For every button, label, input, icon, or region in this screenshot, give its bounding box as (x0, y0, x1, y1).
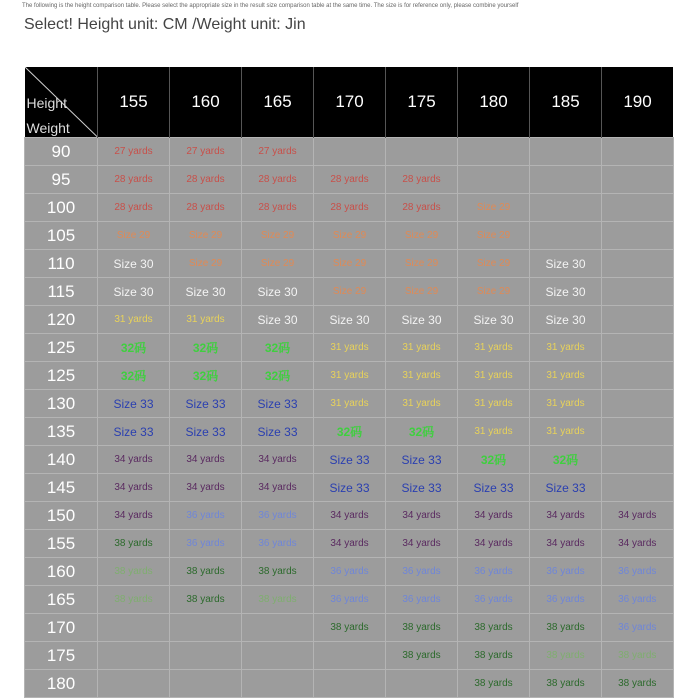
size-cell: Size 29 (170, 222, 242, 250)
corner-weight-label: Weight (26, 120, 70, 136)
size-cell: Size 29 (458, 250, 530, 278)
size-cell: 36 yards (386, 558, 458, 586)
table-row (25, 194, 674, 222)
size-cell: 27 yards (170, 138, 242, 166)
size-cell: 36 yards (314, 586, 386, 614)
table-row (25, 222, 674, 250)
table-row (25, 446, 674, 474)
size-cell: 31 yards (458, 390, 530, 418)
size-cell: 32码 (314, 418, 386, 446)
reference-note: The following is the height comparison table. Please select the appropriate size in the result size comparison table at the same time. The size is for reference only, please combine yourself (22, 3, 519, 9)
size-cell: 36 yards (170, 502, 242, 530)
size-cell (602, 334, 674, 362)
size-cell: 36 yards (602, 614, 674, 642)
size-cell: 31 yards (314, 362, 386, 390)
table-row (25, 558, 674, 586)
size-cell (314, 138, 386, 166)
size-cell: 32码 (170, 334, 242, 362)
size-cell: 36 yards (458, 586, 530, 614)
size-cell: 31 yards (458, 418, 530, 446)
size-cell (98, 670, 170, 698)
table-row (25, 670, 674, 698)
size-cell: 28 yards (386, 194, 458, 222)
size-cell: Size 33 (458, 474, 530, 502)
size-cell: Size 29 (458, 194, 530, 222)
size-cell: Size 29 (242, 250, 314, 278)
size-cell: 36 yards (170, 530, 242, 558)
size-cell: 38 yards (98, 530, 170, 558)
size-cell (98, 642, 170, 670)
size-cell (530, 138, 602, 166)
height-header-185: 185 (530, 67, 602, 138)
size-cell: Size 33 (170, 418, 242, 446)
size-cell: 31 yards (314, 390, 386, 418)
size-cell (530, 222, 602, 250)
table-row (25, 642, 674, 670)
size-cell (314, 670, 386, 698)
height-header-175: 175 (386, 67, 458, 138)
size-cell: Size 29 (242, 222, 314, 250)
table-row (25, 586, 674, 614)
size-cell: 34 yards (170, 446, 242, 474)
size-cell: 32码 (530, 446, 602, 474)
size-cell: 31 yards (530, 334, 602, 362)
table-row (25, 166, 674, 194)
weight-cell: 125 (25, 334, 98, 362)
size-cell: Size 30 (98, 278, 170, 306)
size-cell (602, 418, 674, 446)
size-cell: 38 yards (602, 642, 674, 670)
size-cell: 31 yards (386, 390, 458, 418)
height-header-160: 160 (170, 67, 242, 138)
size-cell: 38 yards (314, 614, 386, 642)
table-row (25, 362, 674, 390)
size-cell: Size 30 (386, 306, 458, 334)
size-cell: Size 30 (242, 306, 314, 334)
size-cell: 34 yards (602, 530, 674, 558)
height-header-180: 180 (458, 67, 530, 138)
size-cell: Size 29 (386, 278, 458, 306)
size-cell: 38 yards (386, 614, 458, 642)
size-cell: 36 yards (458, 558, 530, 586)
size-cell (602, 194, 674, 222)
size-cell: 36 yards (314, 558, 386, 586)
size-cell: 28 yards (98, 194, 170, 222)
table-row (25, 418, 674, 446)
size-cell: 31 yards (530, 362, 602, 390)
size-cell: Size 29 (458, 278, 530, 306)
size-cell: 28 yards (170, 194, 242, 222)
size-cell: 34 yards (386, 502, 458, 530)
size-cell: 32码 (386, 418, 458, 446)
weight-cell: 140 (25, 446, 98, 474)
size-cell: Size 30 (98, 250, 170, 278)
size-cell: 38 yards (458, 670, 530, 698)
size-cell (602, 390, 674, 418)
size-cell (602, 306, 674, 334)
weight-cell: 170 (25, 614, 98, 642)
size-cell (170, 614, 242, 642)
size-cell: Size 29 (314, 222, 386, 250)
weight-cell: 125 (25, 362, 98, 390)
height-header-155: 155 (98, 67, 170, 138)
weight-cell: 105 (25, 222, 98, 250)
size-cell: 28 yards (242, 166, 314, 194)
size-cell: 28 yards (242, 194, 314, 222)
height-header-190: 190 (602, 67, 674, 138)
size-cell (242, 670, 314, 698)
size-cell: 28 yards (314, 194, 386, 222)
table-row (25, 614, 674, 642)
table-row (25, 530, 674, 558)
size-cell: 36 yards (386, 586, 458, 614)
size-cell: Size 33 (98, 418, 170, 446)
table-row (25, 250, 674, 278)
size-cell: Size 33 (386, 446, 458, 474)
size-cell: 31 yards (386, 334, 458, 362)
size-table (24, 67, 674, 698)
size-cell (602, 278, 674, 306)
size-cell (602, 166, 674, 194)
size-cell: 34 yards (242, 446, 314, 474)
size-cell: 31 yards (530, 418, 602, 446)
size-cell: 31 yards (458, 362, 530, 390)
size-cell: 36 yards (530, 586, 602, 614)
size-cell: 38 yards (530, 642, 602, 670)
size-cell: 34 yards (602, 502, 674, 530)
size-cell: Size 33 (242, 390, 314, 418)
table-row (25, 390, 674, 418)
size-cell: 32码 (458, 446, 530, 474)
size-cell: 31 yards (314, 334, 386, 362)
size-cell (314, 642, 386, 670)
height-header-row (25, 67, 674, 138)
size-cell: Size 30 (458, 306, 530, 334)
size-cell: 27 yards (98, 138, 170, 166)
size-cell: 31 yards (170, 306, 242, 334)
size-cell (602, 138, 674, 166)
size-cell (170, 670, 242, 698)
size-cell (386, 670, 458, 698)
size-cell: 32码 (242, 362, 314, 390)
size-cell: 36 yards (602, 586, 674, 614)
size-cell: 32码 (98, 334, 170, 362)
weight-cell: 160 (25, 558, 98, 586)
size-cell: 38 yards (458, 642, 530, 670)
table-row (25, 278, 674, 306)
size-cell: 31 yards (386, 362, 458, 390)
weight-cell: 175 (25, 642, 98, 670)
weight-cell: 130 (25, 390, 98, 418)
size-cell: 28 yards (170, 166, 242, 194)
corner-height-label: Height (26, 95, 67, 111)
size-cell (98, 614, 170, 642)
size-cell: 27 yards (242, 138, 314, 166)
size-cell: Size 29 (386, 222, 458, 250)
weight-cell: 145 (25, 474, 98, 502)
size-cell: 31 yards (98, 306, 170, 334)
size-cell: 38 yards (98, 558, 170, 586)
size-cell: 34 yards (530, 530, 602, 558)
size-cell: 34 yards (530, 502, 602, 530)
size-cell: 34 yards (98, 474, 170, 502)
size-cell: 38 yards (458, 614, 530, 642)
table-row (25, 306, 674, 334)
table-row (25, 502, 674, 530)
size-cell: Size 33 (314, 474, 386, 502)
size-cell: 34 yards (242, 474, 314, 502)
size-cell: 36 yards (530, 558, 602, 586)
size-cell: Size 29 (314, 278, 386, 306)
size-cell: 32码 (98, 362, 170, 390)
size-cell: 32码 (170, 362, 242, 390)
table-row (25, 138, 674, 166)
height-header-170: 170 (314, 67, 386, 138)
table-body (25, 138, 674, 698)
size-cell: 36 yards (602, 558, 674, 586)
size-cell: 34 yards (170, 474, 242, 502)
size-cell: 34 yards (386, 530, 458, 558)
size-cell: Size 33 (314, 446, 386, 474)
unit-subtitle: Select! Height unit: CM /Weight unit: Jin (24, 16, 306, 33)
weight-cell: 155 (25, 530, 98, 558)
size-cell: 34 yards (314, 502, 386, 530)
size-cell: 38 yards (530, 670, 602, 698)
weight-cell: 110 (25, 250, 98, 278)
weight-cell: 135 (25, 418, 98, 446)
table-row (25, 334, 674, 362)
size-cell: 36 yards (242, 530, 314, 558)
size-cell: 36 yards (242, 502, 314, 530)
size-cell: 34 yards (458, 530, 530, 558)
size-cell (242, 642, 314, 670)
size-cell (530, 194, 602, 222)
size-cell: Size 30 (530, 278, 602, 306)
size-cell: Size 33 (170, 390, 242, 418)
size-cell: Size 29 (386, 250, 458, 278)
size-cell: Size 30 (314, 306, 386, 334)
size-cell: 34 yards (98, 446, 170, 474)
size-cell (602, 250, 674, 278)
size-chart (24, 67, 674, 698)
size-cell: Size 33 (242, 418, 314, 446)
size-cell: 34 yards (458, 502, 530, 530)
size-cell: 34 yards (314, 530, 386, 558)
size-cell: Size 30 (530, 250, 602, 278)
size-cell: 38 yards (170, 558, 242, 586)
size-cell: Size 30 (530, 306, 602, 334)
height-header-165: 165 (242, 67, 314, 138)
size-cell: Size 33 (98, 390, 170, 418)
table-corner (25, 67, 98, 138)
weight-cell: 90 (25, 138, 98, 166)
size-cell: 38 yards (602, 670, 674, 698)
size-cell: 38 yards (98, 586, 170, 614)
size-cell: 34 yards (98, 502, 170, 530)
size-cell: 38 yards (386, 642, 458, 670)
weight-cell: 165 (25, 586, 98, 614)
weight-cell: 115 (25, 278, 98, 306)
weight-cell: 100 (25, 194, 98, 222)
size-cell: 38 yards (530, 614, 602, 642)
size-cell (386, 138, 458, 166)
size-cell (458, 138, 530, 166)
size-cell: 31 yards (458, 334, 530, 362)
size-cell: 28 yards (98, 166, 170, 194)
size-cell: Size 29 (170, 250, 242, 278)
weight-cell: 150 (25, 502, 98, 530)
size-cell (242, 614, 314, 642)
size-cell (602, 222, 674, 250)
size-cell: 32码 (242, 334, 314, 362)
size-cell (602, 362, 674, 390)
table-row (25, 474, 674, 502)
size-cell: 31 yards (530, 390, 602, 418)
size-cell: Size 29 (98, 222, 170, 250)
size-cell (458, 166, 530, 194)
weight-cell: 180 (25, 670, 98, 698)
size-cell: Size 30 (170, 278, 242, 306)
size-cell: 38 yards (242, 558, 314, 586)
size-cell: 28 yards (314, 166, 386, 194)
size-cell: Size 30 (242, 278, 314, 306)
size-cell (170, 642, 242, 670)
size-cell: 28 yards (386, 166, 458, 194)
weight-cell: 95 (25, 166, 98, 194)
size-cell: 38 yards (242, 586, 314, 614)
size-cell: Size 33 (386, 474, 458, 502)
size-cell (530, 166, 602, 194)
size-cell (602, 446, 674, 474)
size-cell: 38 yards (170, 586, 242, 614)
size-cell: Size 33 (530, 474, 602, 502)
size-cell: Size 29 (314, 250, 386, 278)
weight-cell: 120 (25, 306, 98, 334)
size-cell: Size 29 (458, 222, 530, 250)
size-cell (602, 474, 674, 502)
